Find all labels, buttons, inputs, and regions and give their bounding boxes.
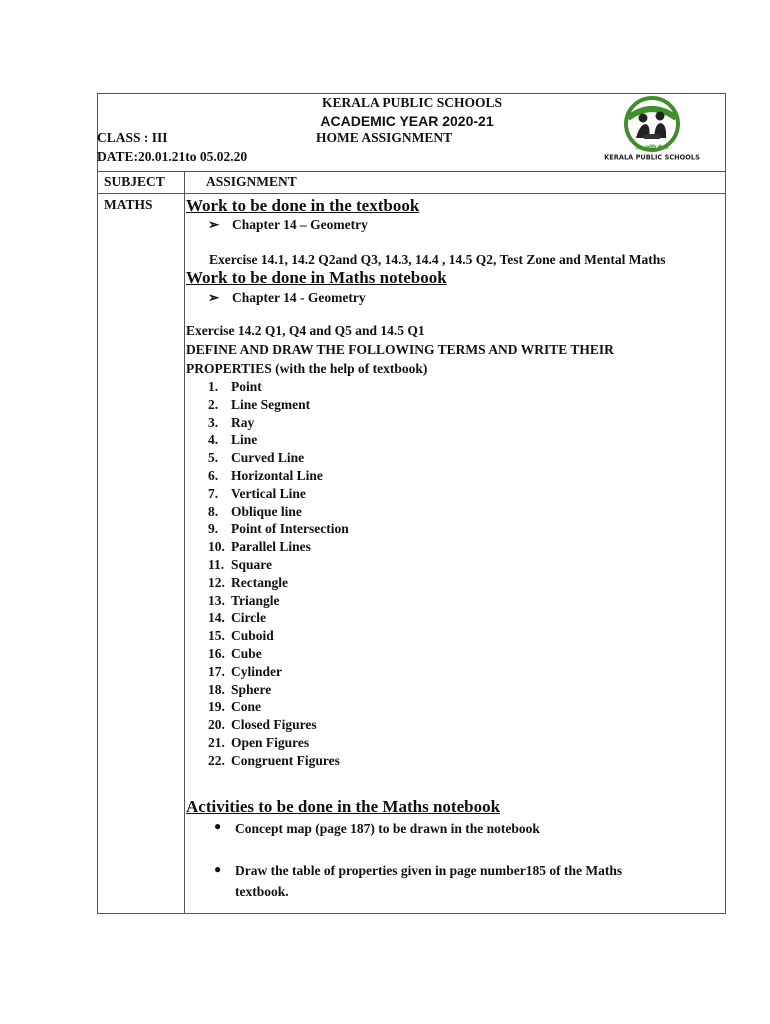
list-item: 6. Horizontal Line: [208, 467, 323, 483]
list-item: 7. Vertical Line: [208, 485, 306, 501]
list-item: 3. Ray: [208, 414, 255, 430]
frame-top-border: [97, 93, 726, 94]
textbook-chapter-item: [208, 217, 368, 233]
list-item: 13. Triangle: [208, 592, 280, 608]
list-item: 20. Closed Figures: [208, 717, 317, 733]
round-bullet-icon: ●: [214, 862, 222, 876]
class-label: CLASS : III: [97, 130, 168, 145]
round-bullet-icon: ●: [214, 819, 222, 833]
subject-name: MATHS: [104, 197, 153, 212]
logo-motto: ज्ञान ज्योति दीपक: [635, 145, 669, 151]
academic-year: ACADEMIC YEAR 2020-21: [320, 113, 494, 129]
list-item: 12. Rectangle: [208, 574, 288, 590]
school-name: KERALA PUBLIC SCHOOLS: [321, 95, 503, 110]
notebook-chapter-item: [208, 290, 366, 306]
list-item: 11. Square: [208, 556, 273, 572]
list-item: 4. Line: [208, 432, 258, 448]
terms-list: [208, 378, 349, 770]
column-divider: [184, 171, 185, 914]
assignment-title-text: HOME ASSIGNMENT: [316, 130, 453, 145]
column-header-subject: SUBJECT: [104, 174, 165, 189]
list-item: 5. Curved Line: [208, 450, 305, 466]
notebook-exercises: Exercise 14.2 Q1, Q4 and Q5 and 14.5 Q1: [186, 323, 425, 338]
list-item: 9. Point of Intersection: [208, 521, 349, 537]
column-header-border: [97, 193, 726, 194]
list-item: 17. Cylinder: [208, 663, 283, 679]
arrow-bullet-icon: ➢: [208, 290, 220, 305]
list-item: 15. Cuboid: [208, 628, 274, 644]
list-item: 21. Open Figures: [208, 734, 310, 750]
logo-text: KERALA PUBLIC SCHOOLS: [604, 153, 700, 162]
list-item: 8. Oblique line: [208, 503, 302, 519]
list-item: 14. Circle: [208, 610, 266, 626]
assignment-title: [316, 130, 452, 146]
list-item: 16. Cube: [208, 645, 262, 661]
list-item: 1. Point: [208, 379, 262, 394]
textbook-exercises: Exercise 14.1, 14.2 Q2and Q3, 14.3, 14.4 , 14.5 Q2, Test Zone and Mental Maths: [209, 252, 666, 267]
notebook-chapter-text: Chapter 14 - Geometry: [232, 290, 366, 305]
header-row-border: [97, 171, 726, 172]
list-item: 2. Line Segment: [208, 396, 311, 412]
textbook-section-heading: Work to be done in the textbook: [186, 196, 420, 215]
notebook-instruction-line1: DEFINE AND DRAW THE FOLLOWING TERMS AND WRITE THEIR: [186, 342, 614, 357]
notebook-instruction-line2: PROPERTIES (with the help of textbook): [186, 361, 428, 376]
frame-bottom-border: [97, 913, 726, 914]
date-label: DATE:20.01.21to 05.02.20: [97, 149, 248, 164]
activities-section-heading: Activities to be done in the Maths notebook: [186, 797, 501, 816]
list-item: 18. Sphere: [208, 681, 272, 697]
activity-item-properties-table: Draw the table of properties given in page number185 of the Maths textbook.: [235, 863, 623, 899]
frame-right-border: [725, 93, 726, 914]
column-header-assignment: ASSIGNMENT: [206, 174, 297, 189]
arrow-bullet-icon: ➢: [208, 217, 220, 232]
list-item: 10. Parallel Lines: [208, 539, 311, 555]
activity-item-concept-map: Concept map (page 187) to be drawn in the notebook: [235, 821, 540, 836]
list-item: 19. Cone: [208, 699, 261, 715]
list-item: 22. Congruent Figures: [208, 752, 340, 768]
school-logo-icon: [604, 96, 700, 162]
frame-left-border: [97, 93, 98, 914]
textbook-chapter-text: Chapter 14 – Geometry: [232, 217, 368, 232]
notebook-section-heading: Work to be done in Maths notebook: [186, 268, 447, 287]
